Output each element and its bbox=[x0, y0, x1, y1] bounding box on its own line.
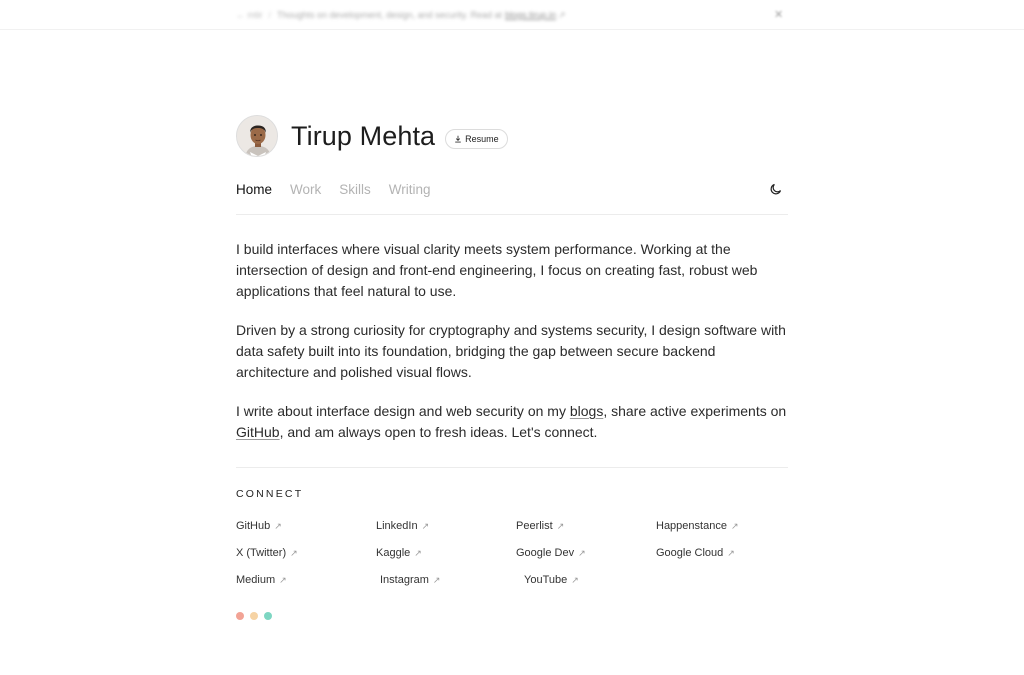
link-label: X (Twitter) bbox=[236, 547, 287, 559]
nav-item-skills[interactable]: Skills bbox=[339, 181, 371, 197]
banner-separator: / bbox=[268, 10, 272, 20]
external-link-icon: ↗ bbox=[727, 548, 735, 558]
links-row bbox=[236, 520, 796, 547]
banner-message: Thoughts on development, design, and security. Read at bbox=[277, 10, 502, 20]
external-link-icon: ↗ bbox=[571, 575, 579, 585]
top-banner-content bbox=[236, 9, 788, 21]
bio-text: , share active experiments on bbox=[603, 403, 787, 419]
link-linkedin[interactable] bbox=[376, 520, 516, 547]
avatar bbox=[236, 115, 278, 157]
bio-text: I write about interface design and web security on my bbox=[236, 403, 570, 419]
link-x-twitter[interactable] bbox=[236, 547, 376, 574]
links-row bbox=[236, 574, 796, 601]
profile-header bbox=[236, 115, 508, 157]
external-link-icon: ↗ bbox=[274, 521, 282, 531]
link-google-dev[interactable] bbox=[516, 547, 656, 574]
link-label: Instagram bbox=[380, 574, 429, 586]
top-banner bbox=[0, 0, 1024, 30]
link-label: GitHub bbox=[236, 520, 271, 532]
dot-1 bbox=[236, 612, 244, 620]
main-nav bbox=[236, 179, 788, 199]
banner-blog-link[interactable]: blogs.tirup.in bbox=[505, 10, 557, 20]
link-label: LinkedIn bbox=[376, 520, 418, 532]
link-label: Medium bbox=[236, 574, 276, 586]
link-label: Kaggle bbox=[376, 547, 411, 559]
link-google-cloud[interactable] bbox=[656, 547, 796, 574]
external-link-icon: ↗ bbox=[414, 548, 422, 558]
link-medium[interactable] bbox=[236, 574, 380, 601]
connect-links bbox=[236, 520, 796, 601]
nav-item-home[interactable]: Home bbox=[236, 181, 273, 197]
download-icon bbox=[454, 135, 462, 143]
external-link-icon: ↗ bbox=[730, 521, 739, 531]
bio-section bbox=[236, 239, 792, 461]
bio-paragraph-1: I build interfaces where visual clarity meets system performance. Working at the intersection of design and front-end engineering, I focus on creating fast, robust web applications that feel natural to use. bbox=[236, 241, 758, 299]
links-row bbox=[236, 547, 796, 574]
connect-title: CONNECT bbox=[236, 488, 304, 500]
link-happenstance[interactable] bbox=[656, 520, 796, 547]
bio-paragraph-3 bbox=[236, 401, 792, 443]
link-youtube[interactable] bbox=[524, 574, 668, 601]
link-kaggle[interactable] bbox=[376, 547, 516, 574]
resume-button[interactable] bbox=[445, 129, 508, 149]
bio-paragraph-2: Driven by a strong curiosity for cryptography and systems security, I design software with data safety built into its foundation, bridging the gap between secure backend architecture and polished visual flows. bbox=[236, 322, 786, 380]
nav-item-work[interactable]: Work bbox=[290, 181, 322, 197]
link-label: Happenstance bbox=[656, 520, 727, 532]
moon-icon[interactable] bbox=[769, 182, 783, 196]
banner-close-icon[interactable]: ✕ bbox=[774, 9, 784, 21]
github-link[interactable]: GitHub bbox=[236, 424, 280, 440]
external-link-icon: ↗ bbox=[290, 548, 298, 558]
resume-label: Resume bbox=[465, 134, 499, 144]
banner-back-link[interactable]: ← mtir bbox=[236, 10, 263, 20]
link-label: Peerlist bbox=[516, 520, 553, 532]
blogs-link[interactable]: blogs bbox=[569, 403, 604, 419]
profile-name: Tirup Mehta bbox=[291, 120, 436, 151]
link-peerlist[interactable] bbox=[516, 520, 656, 547]
nav-item-writing[interactable]: Writing bbox=[388, 181, 431, 197]
dot-3 bbox=[264, 612, 272, 620]
decorative-dots bbox=[236, 612, 272, 620]
external-link-icon: ↗ bbox=[421, 521, 430, 531]
avatar-illustration-icon bbox=[237, 116, 278, 157]
connect-divider bbox=[236, 467, 788, 468]
link-label: YouTube bbox=[524, 574, 568, 586]
banner-link-arrow-icon: ↗ bbox=[558, 9, 566, 20]
link-label: Google Dev bbox=[516, 547, 575, 559]
link-github[interactable] bbox=[236, 520, 376, 547]
link-instagram[interactable] bbox=[380, 574, 524, 601]
external-link-icon: ↗ bbox=[578, 548, 586, 558]
nav-divider bbox=[236, 214, 788, 215]
link-label: Google Cloud bbox=[656, 547, 724, 559]
bio-text: , and am always open to fresh ideas. Let's connect. bbox=[279, 424, 598, 440]
dot-2 bbox=[250, 612, 258, 620]
external-link-icon: ↗ bbox=[279, 575, 287, 585]
external-link-icon: ↗ bbox=[432, 575, 441, 585]
external-link-icon: ↗ bbox=[556, 521, 565, 531]
